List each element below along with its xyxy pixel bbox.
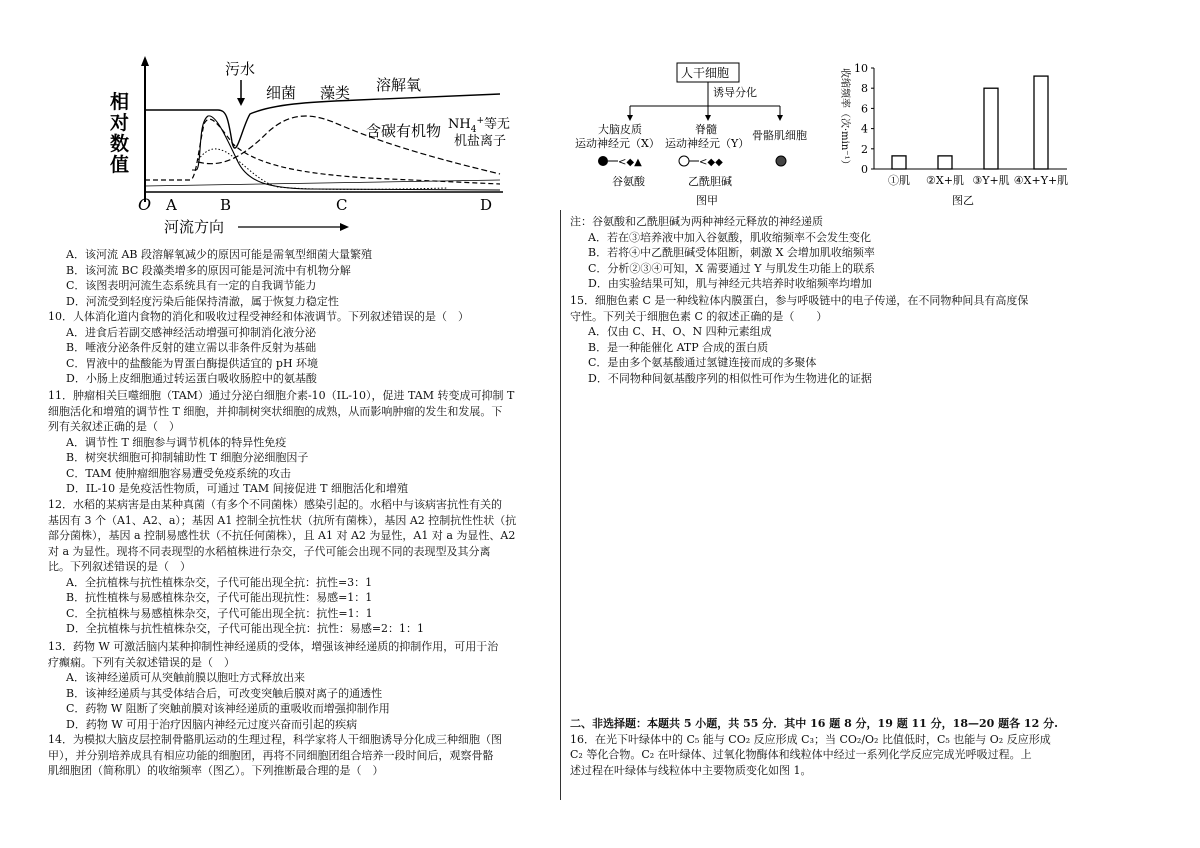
muscle-cell-icon (776, 156, 786, 166)
chart-bar (984, 88, 998, 169)
chart-y-tick-label: 0 (861, 163, 868, 176)
question-14-options (570, 214, 1080, 292)
q12-option-c: C．全抗植株与易感植株杂交，子代可能出现全抗：抗性=1：1 (66, 606, 373, 620)
section-2-heading: 二、非选择题：本题共 5 小题，共 55 分．其中 16 题 8 分，19 题 11 分，18—20 题各 12 分. (570, 717, 1058, 730)
y-neuron-line2: 运动神经元（Y） (665, 137, 750, 150)
q11-option-c: C．TAM 使肿瘤细胞容易遭受免疫系统的攻击 (66, 466, 291, 480)
x-axis-label-arrowhead (340, 223, 349, 231)
q13-option-a: A．该神经递质可从突触前膜以胞吐方式释放出来 (66, 671, 305, 684)
q15-option-d: D．不同物种间氨基酸序列的相似性可作为生物进化的证据 (588, 371, 872, 385)
q11-option-d: D．IL-10 是免疫活性物质，可通过 TAM 间接促进 T 细胞活化和增殖 (66, 482, 408, 495)
q13-option-d: D．药物 W 可用于治疗因脑内神经元过度兴奋而引起的疾病 (66, 717, 358, 731)
column-divider (560, 210, 561, 800)
point-b: B (220, 196, 232, 214)
chart-categories (888, 174, 1068, 187)
y-label-3: 数 (110, 133, 130, 155)
sewage-arrowhead (237, 98, 245, 106)
chart-category-label: ①肌 (888, 174, 910, 187)
question-15 (570, 293, 1080, 386)
q15-stem-1: 15．细胞色素 C 是一种线粒体内膜蛋白，参与呼吸链中的电子传递，在不同物种间具有高度保 (570, 294, 1029, 307)
chart-y-tick-label: 4 (861, 122, 868, 136)
bacteria-label: 细菌 (266, 84, 297, 102)
q15-option-a: A．仅由 C、H、O、N 四种元素组成 (588, 325, 772, 338)
figure-jia-caption: 图甲 (696, 194, 718, 207)
q12-stem-4: 对 a 为显性。现将不同表现型的水稻植株进行杂交，子代可能会出现不同的表现型及其分离 (48, 544, 491, 558)
figure-yi-chart (822, 58, 1074, 210)
chart-category-label: ③Y+肌 (972, 174, 1010, 187)
chart-y-tick-label: 2 (861, 142, 868, 156)
q9-option-b: B．该河流 BC 段藻类增多的原因可能是河流中有机物分解 (66, 263, 351, 277)
chart-y-tick-label: 10 (854, 62, 868, 75)
chart-bar (1034, 76, 1048, 169)
q15-option-b: B．是一种能催化 ATP 合成的蛋白质 (588, 340, 769, 354)
q11-option-b: B．树突状细胞可抑制辅助性 T 细胞分泌细胞因子 (66, 451, 309, 464)
point-d: D (480, 196, 493, 214)
q13-stem-2: 疗癫痫。下列有关叙述错误的是（ ） (48, 655, 235, 669)
acetylcholine-icon: <◆◆ (699, 157, 723, 168)
origin-label: O (138, 195, 152, 214)
question-14-stem (48, 732, 553, 779)
q14-stem-1: 14．为模拟大脑皮层控制骨骼肌运动的生理过程，科学家将人干细胞诱导分化成三种细胞（图 (48, 733, 502, 746)
x-neuron-line2: 运动神经元（X） (575, 137, 660, 150)
q9-option-a: A．该河流 AB 段溶解氧减少的原因可能是需氧型细菌大量繁殖 (66, 248, 372, 261)
question-10 (48, 309, 553, 387)
x-neuron-line1: 大脑皮质 (598, 123, 642, 136)
q14-option-b: B．若将④中乙酰胆碱受体阻断，刺激 X 会增加肌收缩频率 (588, 246, 875, 259)
q15-option-c: C．是由多个氨基酸通过氢键连接而成的多聚体 (588, 356, 817, 369)
y-label-2: 对 (110, 112, 130, 134)
acetylcholine-label: 乙酰胆碱 (688, 175, 732, 188)
q15-stem-2: 守性。下列关于细胞色素 C 的叙述正确的是（ ） (570, 309, 828, 323)
chart-category-label: ②X+肌 (926, 174, 964, 187)
chart-bars (892, 76, 1048, 169)
sewage-label: 污水 (225, 60, 256, 78)
q11-stem-3: 列有关叙述正确的是（ ） (48, 420, 180, 433)
q14-option-c: C．分析②③④可知，X 需要通过 Y 与肌发生功能上的联系 (588, 261, 875, 275)
q13-option-b: B．该神经递质与其受体结合后，可改变突触后膜对离子的通透性 (66, 686, 383, 700)
q16-line-2: C₂ 等化合物。C₂ 在叶绿体、过氧化物酶体和线粒体中经过一系列化学反应完成光呼吸过程。上 (570, 748, 1032, 761)
q10-option-a: A．进食后若副交感神经活动增强可抑制消化液分泌 (66, 325, 316, 339)
nh4-label-line2: 机盐离子 (454, 134, 507, 149)
q14-option-d: D．由实验结果可知，肌与神经元共培养时收缩频率均增加 (588, 277, 872, 290)
induce-label: 诱导分化 (713, 86, 757, 99)
x-axis-label: 河流方向 (164, 218, 225, 236)
q12-option-d: D．全抗植株与抗性植株杂交，子代可能出现全抗：抗性：易感=2：1：1 (66, 622, 425, 635)
baseline-curve (145, 180, 500, 186)
q12-option-b: B．抗性植株与易感植株杂交，子代可能出现抗性：易感=1：1 (66, 591, 373, 604)
q11-option-a: A．调节性 T 细胞参与调节机体的特异性免疫 (66, 435, 287, 449)
q12-stem-1: 12．水稻的某病害是由某种真菌（有多个不同菌株）感染引起的。水稻中与该病害抗性有关的 (48, 498, 502, 511)
chart-ylabel: 收缩频率（次·min⁻¹） (839, 68, 850, 170)
chart-y-tick-label: 6 (861, 102, 868, 116)
q12-stem-3: 部分菌株），基因 a 控制易感性状（不抗任何菌株），且 A1 对 A2 为显性，A1 对 a 为显性、A2 (48, 529, 516, 542)
chart-bar (938, 156, 952, 169)
q10-option-c: C．胃液中的盐酸能为胃蛋白酶提供适宜的 pH 环境 (66, 356, 319, 370)
q14-stem-3: 肌细胞团（简称肌）的收缩频率（图乙）。下列推断最合理的是（ ） (48, 764, 384, 777)
q16-line-1: 16．在光下叶绿体中的 C₅ 能与 CO₂ 反应形成 C₃；当 CO₂/O₂ 比值低时，C₅ 也能与 O₂ 反应形成 (570, 732, 1051, 746)
q12-stem-5: 比。下列叙述错误的是（ ） (48, 560, 191, 573)
y-neuron-icon (679, 156, 689, 166)
q11-stem-2: 细胞活化和增殖的调节性 T 细胞，并抑制树突状细胞的成熟，从而影响肿瘤的发生和发展。下 (48, 404, 503, 418)
question-12 (48, 497, 553, 637)
glutamate-label: 谷氨酸 (612, 175, 645, 188)
y-label-4: 值 (110, 154, 130, 176)
q12-option-a: A．全抗植株与抗性植株杂交，子代可能出现全抗：抗性=3：1 (66, 575, 373, 589)
x-neuron-icon (598, 156, 608, 166)
muscle-cell-label: 骨骼肌细胞 (752, 129, 807, 142)
figure-yi-caption: 图乙 (952, 194, 974, 207)
algae-label: 藻类 (320, 84, 351, 102)
q13-stem-1: 13．药物 W 可激活脑内某种抑制性神经递质的受体，增强该神经递质的抑制作用，可用于治 (48, 640, 499, 653)
carbon-curve (145, 119, 500, 184)
nh4-label: $NH_4^+$等无 (448, 116, 511, 135)
q13-option-c: C．药物 W 阻断了突触前膜对该神经递质的重吸收而增强抑制作用 (66, 702, 390, 715)
section-2 (570, 716, 1080, 778)
q11-stem-1: 11．肿瘤相关巨噬细胞（TAM）通过分泌白细胞介素-10（IL-10），促进 TAM 转变成可抑制 T (48, 389, 515, 402)
carbon-label: 含碳有机物 (366, 122, 442, 140)
arrow-muscle (777, 115, 783, 121)
q10-option-d: D．小肠上皮细胞通过转运蛋白吸收肠腔中的氨基酸 (66, 372, 317, 385)
question-11 (48, 388, 553, 497)
glutamate-icon: <◆▲ (618, 157, 642, 168)
q14-note: 注：谷氨酸和乙酰胆碱为两种神经元释放的神经递质 (570, 215, 823, 228)
figure-jia (570, 58, 820, 208)
q9-option-c: C．该图表明河流生态系统具有一定的自我调节能力 (66, 279, 317, 292)
y-label-1: 相 (110, 91, 130, 113)
oxygen-label: 溶解氧 (376, 76, 422, 94)
oxygen-curve (145, 94, 500, 148)
q14-option-a: A．若在③培养液中加入谷氨酸，肌收缩频率不会发生变化 (588, 230, 871, 244)
chart-bar (892, 156, 906, 169)
y-neuron-line1: 脊髓 (695, 123, 717, 136)
y-axis-arrow (141, 56, 149, 66)
q16-line-3: 述过程在叶绿体与线粒体中主要物质变化如图 1。 (570, 763, 812, 777)
q14-stem-2: 甲），并分别培养成具有相应功能的细胞团，再将不同细胞团组合培养一段时间后，观察骨骼 (48, 748, 494, 762)
river-pollution-figure (108, 52, 528, 244)
q10-option-b: B．唾液分泌条件反射的建立需以非条件反射为基础 (66, 341, 317, 354)
q9-option-d: D．河流受到轻度污染后能保持清澈，属于恢复力稳定性 (66, 294, 339, 308)
question-13 (48, 639, 553, 732)
point-a: A (166, 196, 177, 214)
q9-options (48, 247, 553, 309)
chart-y-tick-label: 8 (861, 82, 868, 96)
q10-stem: 10．人体消化道内食物的消化和吸收过程受神经和体液调节。下列叙述错误的是（ ） (48, 310, 469, 323)
chart-y-ticks (854, 62, 874, 176)
arrow-x (627, 115, 633, 121)
arrow-y (705, 115, 711, 121)
point-c: C (336, 196, 348, 214)
chart-category-label: ④X+Y+肌 (1013, 174, 1069, 187)
stem-cell-label: 人干细胞 (681, 66, 730, 80)
q12-stem-2: 基因有 3 个（A1、A2、a）；基因 A1 控制全抗性状（抗所有菌株），基因 A2 控制抗性性状（抗 (48, 513, 517, 527)
